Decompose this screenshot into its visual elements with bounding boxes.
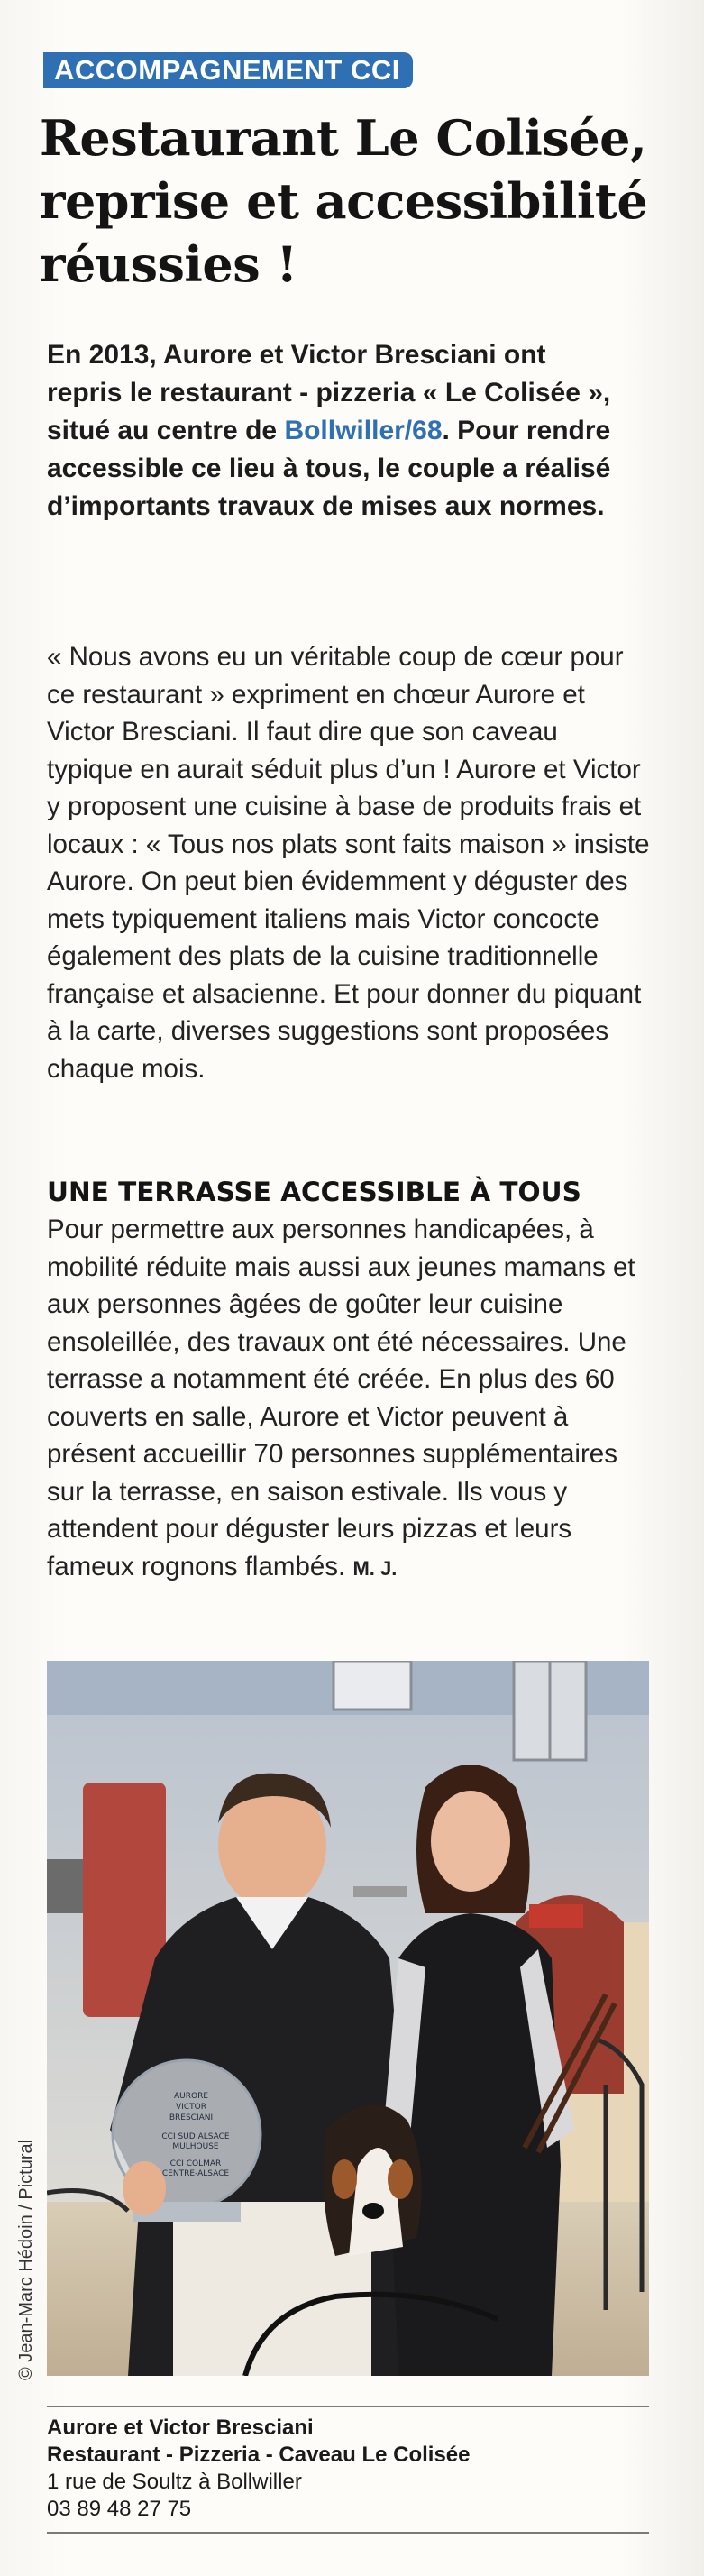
caption-rule-bottom bbox=[47, 2532, 649, 2534]
caption-address: 1 rue de Soultz à Bollwiller bbox=[47, 2470, 302, 2494]
trophy-line-1: AURORE bbox=[173, 2092, 209, 2101]
headline-line-3: réussies ! bbox=[40, 235, 297, 293]
photo-caption bbox=[47, 2415, 649, 2523]
location-link[interactable]: Bollwiller/68 bbox=[284, 416, 443, 445]
article-photo bbox=[47, 1661, 649, 2376]
article-lede bbox=[47, 336, 624, 526]
trophy-line-3: BRESCIANI bbox=[169, 2113, 214, 2122]
caption-phone: 03 89 48 27 75 bbox=[47, 2497, 192, 2521]
vent-grille bbox=[47, 1859, 83, 1913]
photo-credit: © Jean-Marc Hédoin / Pictural bbox=[16, 2139, 36, 2380]
lede-text-end: . Pour rendre accessible ce lieu à tous, le couple a réalisé d’importants travaux de mises aux normes. bbox=[47, 416, 611, 521]
paragraph-2-text: Pour permettre aux personnes handicapées, à mobilité réduite mais aussi aux jeunes mamans et aux personnes âgées de goûter leur cuisine ensoleillée, des travaux ont été nécessaires. Une terrasse a notamment été créée. En plus des 60 couverts en salle, Aurore et Victor peuvent à présent accueillir 70 personnes supplémentaires sur la terrasse, en saison estivale. Ils vous y attendent pour déguster leurs pizzas et leurs fameux rognons flambés. bbox=[47, 1215, 635, 1581]
caption-names: Aurore et Victor Bresciani bbox=[47, 2416, 314, 2440]
trophy-line-6: CCI COLMAR bbox=[169, 2159, 222, 2168]
article-body-paragraph-1: « Nous avons eu un véritable coup de cœur pour ce restaurant » expriment en chœur Aurore et Victor Bresciani. Il faut dire que son caveau typique en aurait séduit plus d’un ! Aurore et Victor y proposent une cuisine à base de produits frais et locaux : « Tous nos plats sont faits maison » insiste Aurore. On peut bien évidemment y déguster des mets typiquement italiens mais Victor concocte également des plats de la cuisine traditionnelle française et alsacienne. Et pour donner du piquant à la carte, diverses suggestions sont proposées chaque mois. bbox=[47, 642, 650, 1084]
caption-business: Restaurant - Pizzeria - Caveau Le Colisée bbox=[47, 2443, 471, 2467]
photo-illustration bbox=[47, 1661, 649, 2376]
trophy-line-5: MULHOUSE bbox=[172, 2142, 219, 2151]
shutter-window-left bbox=[334, 1661, 411, 1710]
article-subheading: UNE TERRASSE ACCESSIBLE À TOUS bbox=[47, 1177, 581, 1207]
caption-rule-top bbox=[47, 2406, 649, 2407]
trophy-line-2: VICTOR bbox=[176, 2103, 206, 2112]
article-headline bbox=[40, 106, 662, 296]
article-body-paragraph-2 bbox=[47, 1211, 660, 1587]
section-kicker: ACCOMPAGNEMENT CCI bbox=[43, 52, 413, 88]
lede-text-start: En 2013, Aurore et Victor Bresciani ont repris le restaurant - pizzeria « Le Colisée », situé au centre de bbox=[47, 340, 611, 445]
dog-figure bbox=[324, 2104, 422, 2256]
headline-line-2: reprise et accessibilité bbox=[40, 172, 648, 230]
headline-line-1: Restaurant Le Colisée, bbox=[40, 109, 647, 167]
author-signature: M. J. bbox=[352, 1556, 398, 1580]
trophy-line-7: CENTRE-ALSACE bbox=[161, 2169, 230, 2178]
trophy-line-4: CCI SUD ALSACE bbox=[161, 2132, 230, 2141]
man-hand bbox=[123, 2161, 166, 2215]
